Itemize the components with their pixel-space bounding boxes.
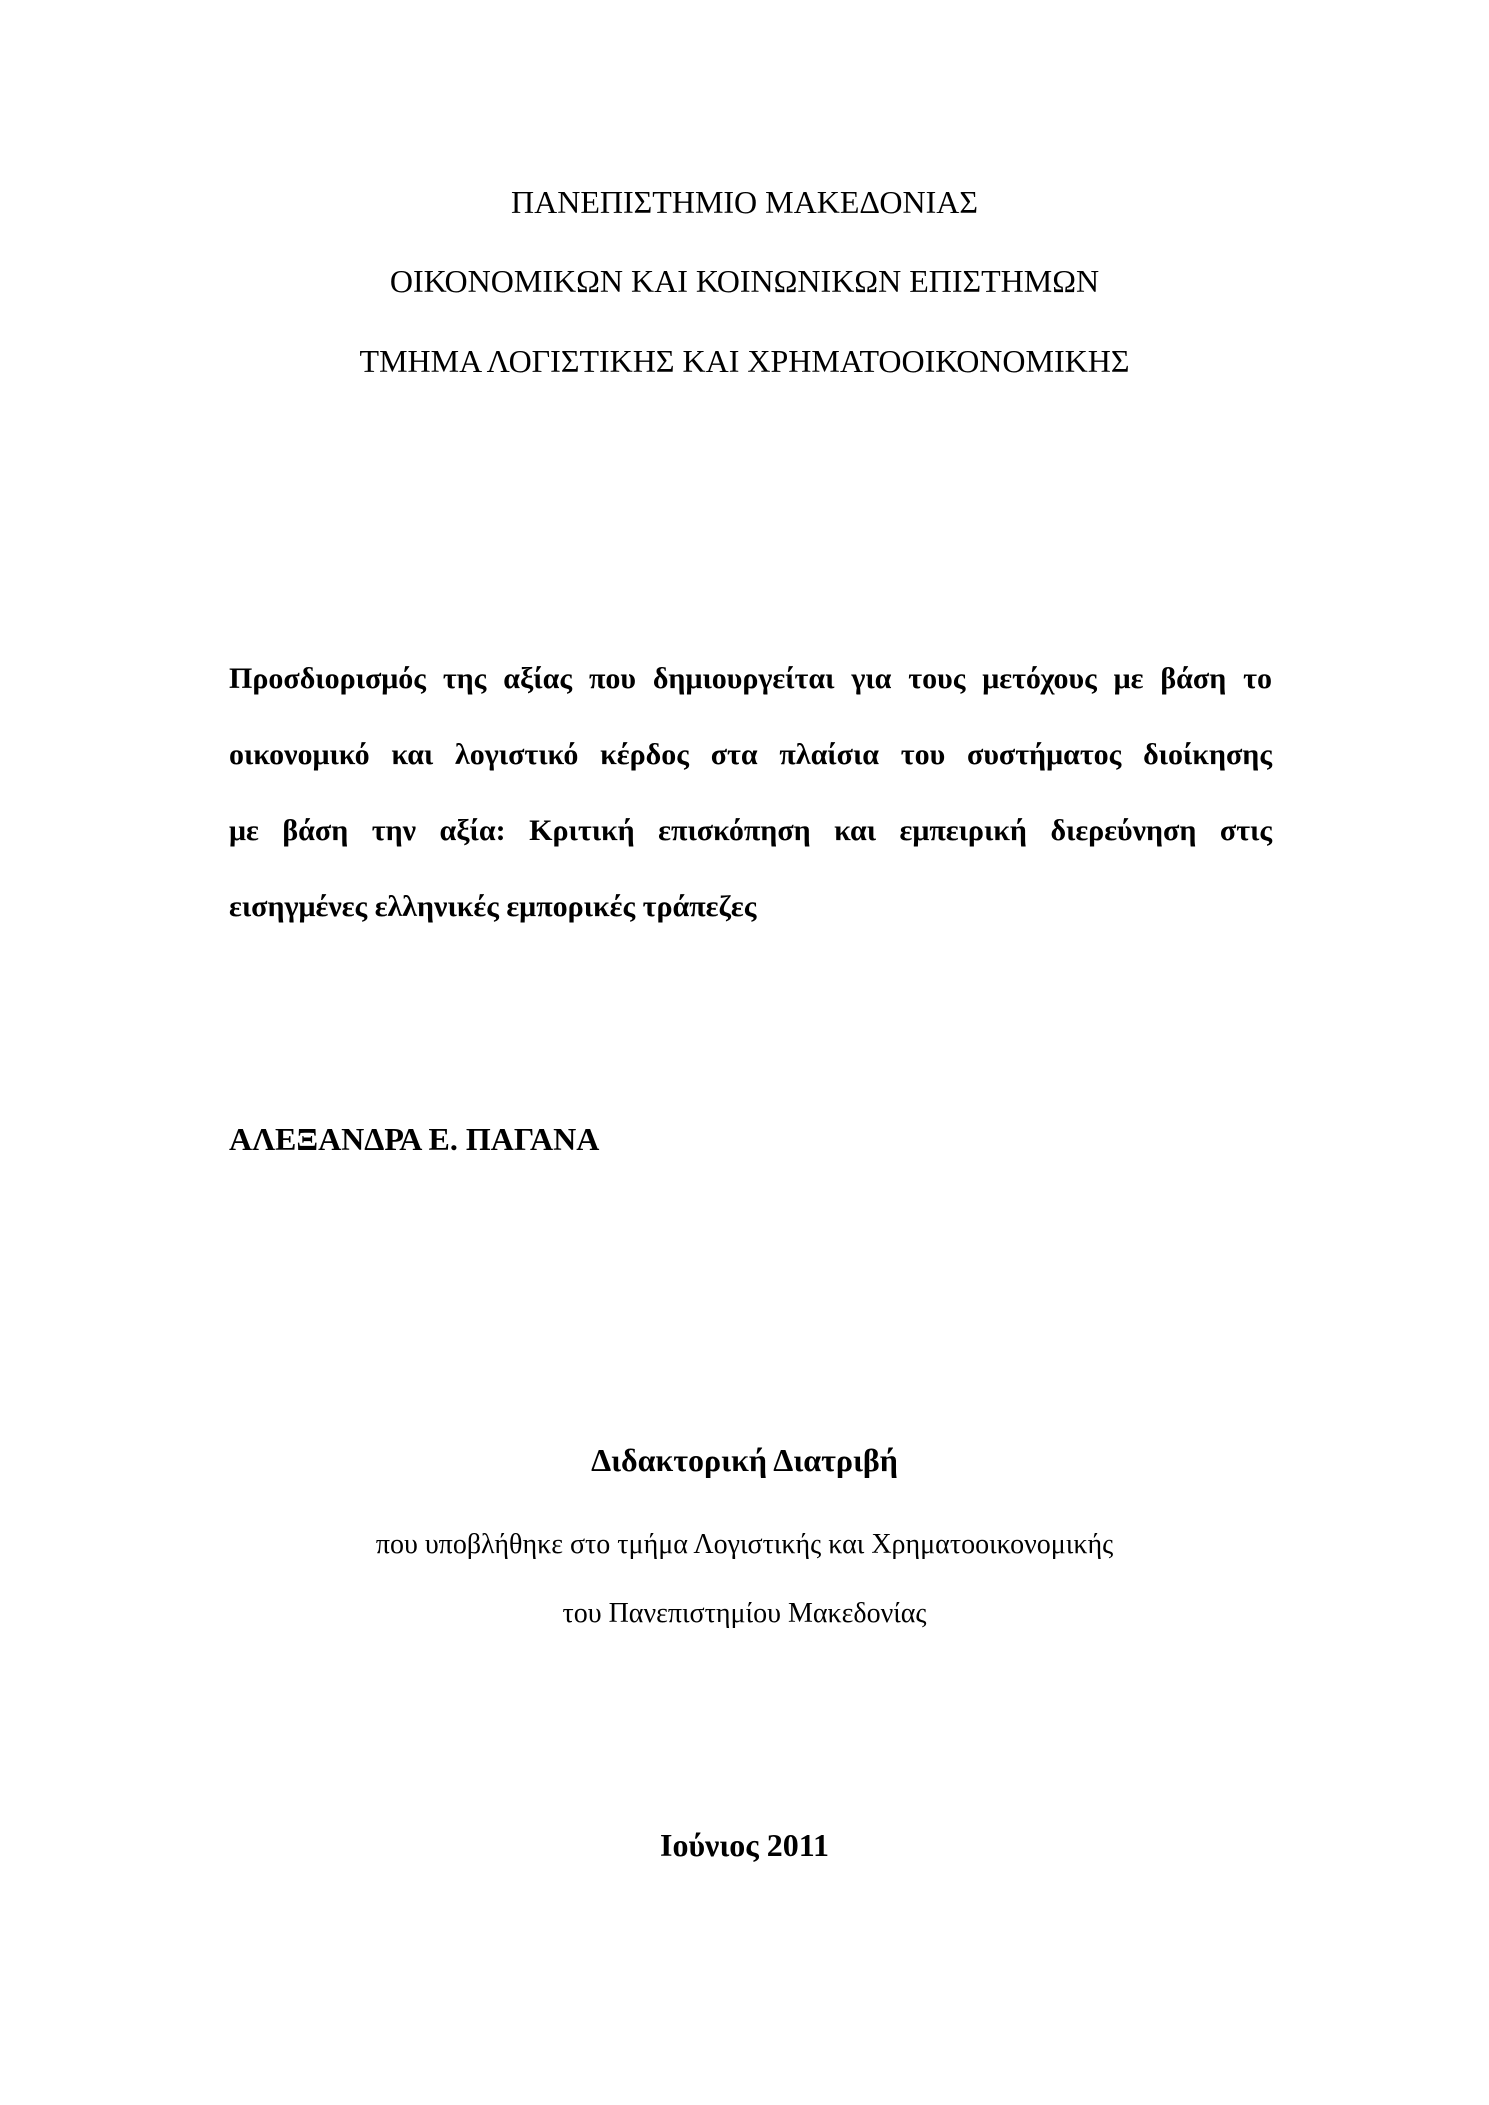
thesis-title-line-2: οικονομικό και λογιστικό κέρδος στα πλαίσια του συστήματος διοίκησης bbox=[229, 738, 1272, 771]
thesis-title-line-1: Προσδιορισμός της αξίας που δημιουργείται για τους μετόχους με βάση το bbox=[229, 662, 1272, 695]
submission-date: Ιούνιος 2011 bbox=[659, 1827, 829, 1863]
thesis-type: Διδακτορική Διατριβή bbox=[591, 1442, 898, 1478]
department-name: ΤΜΗΜΑ ΛΟΓΙΣΤΙΚΗΣ ΚΑΙ ΧΡΗΜΑΤΟΟΙΚΟΝΟΜΙΚΗΣ bbox=[359, 343, 1130, 379]
thesis-title bbox=[229, 641, 1272, 945]
school-name: ΟΙΚΟΝΟΜΙΚΩΝ ΚΑΙ ΚΟΙΝΩΝΙΚΩΝ ΕΠΙΣΤΗΜΩΝ bbox=[389, 263, 1100, 299]
thesis-title-line-3: με βάση την αξία: Κριτική επισκόπηση και εμπειρική διερεύνηση στις bbox=[229, 814, 1272, 847]
author-name: ΑΛΕΞΑΝΔΡΑ Ε. ΠΑΓΑΝΑ bbox=[229, 1121, 600, 1157]
submission-statement-line-1: που υποβλήθηκε στο τμήμα Λογιστικής και Χρηματοοικονομικής bbox=[375, 1529, 1114, 1560]
submission-statement-line-2: του Πανεπιστημίου Μακεδονίας bbox=[562, 1598, 927, 1629]
thesis-title-line-4: εισηγμένες ελληνικές εμπορικές τράπεζες bbox=[229, 890, 757, 923]
university-name: ΠΑΝΕΠΙΣΤΗΜΙΟ ΜΑΚΕΔΟΝΙΑΣ bbox=[511, 184, 978, 220]
